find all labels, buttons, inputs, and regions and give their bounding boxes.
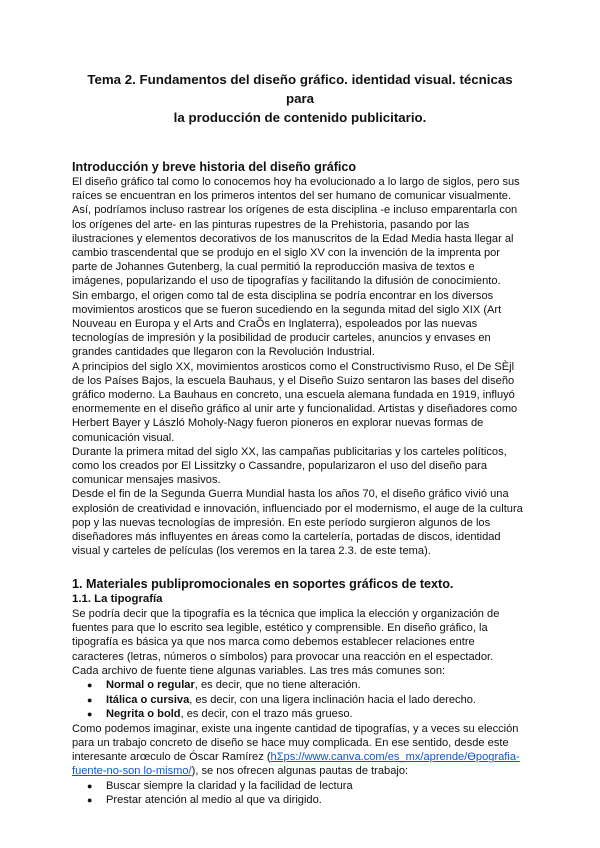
title-line-1: Tema 2. Fundamentos del diseño gráfico. identidad visual. técnicas para (87, 72, 513, 106)
intro-heading: Introducción y breve historia del diseño gráfico (72, 160, 357, 174)
spacer (72, 558, 528, 572)
variant-name: Itálica o cursiva (106, 693, 190, 706)
list-item (106, 678, 528, 693)
font-variants-list (72, 678, 528, 722)
intro-paragraph-5: Desde el fin de la Segunda Guerra Mundial hasta los años 70, el diseño gráfico vivió una explosión de creatividad e innovación, influenciado por el modernismo, el auge de la cultura pop y las nuevas tecnologías de impresión. En este período surgieron algunos de los diseñadores más influyentes en áreas como la cartelería, portadas de discos, identidad visual y carteles de películas (los veremos en la tarea 2.3. de este tema). (72, 488, 523, 558)
paragraph-text: Como podemos imaginar, existe una ingente cantidad de tipografías, y a veces su elección para un trabajo concreto de diseño se hace muy complicada. En ese sentido, desde este interesante arœculo de Óscar Ramírez ( (72, 722, 519, 764)
list-item: ● Buscar siempre la claridad y la facilidad de lectura (106, 779, 528, 794)
intro-paragraph-2: Sin embargo, el origen como tal de esta disciplina se podría encontrar en los diversos movimientos arosticos que se fueron sucediendo en la segunda mitad del siglo XIX (Art Nouveau en Europa y el Arts and CraÕs en Inglaterra), espoleados por las nuevas tecnologías de impresión y la posibilidad de producir carteles, anuncios y envases en grandes cantidades que llegaron con la Revolución Industrial. (72, 289, 502, 359)
list-item: ● Prestar atención al medio al que va dirigido. (106, 793, 528, 808)
paragraph-text: ), se nos ofrecen algunas pautas de trabajo: (191, 765, 409, 778)
work-tips-list (72, 779, 528, 808)
intro-paragraph-1: El diseño gráfico tal como lo conocemos hoy ha evolucionado a lo largo de siglos, pero sus raíces se encuentran en los primeros intentos del ser humano de comunicar visualmente. Así, podríamos incluso rastrear los orígenes de esta disciplina -e incluso emparentarla con los orígenes del arte- en las pinturas rupestres de la Prehistoria, pasando por las ilustraciones y elementos decorativos de los manuscritos de la Edad Media hasta llegar al cambio trascendental que se produjo en el siglo XV con la invención de la imprenta por parte de Johannes Gutenberg, la cual permitió la reproducción masiva de textos e imágenes, popularizando el uso de tipografías y facilitando la difusión de conocimiento. (72, 176, 520, 288)
canva-article-link[interactable]: hΣps://www.canva.com/es_mx/aprende/Ɵpografia-fuente-no-son lo-mismo/ (72, 751, 520, 778)
variant-description: , es decir, que no tiene alteración. (194, 679, 361, 692)
typography-paragraph-3 (72, 722, 528, 779)
section-1-heading: 1. Materiales publipromocionales en soportes gráficos de texto. (72, 577, 454, 592)
typography-paragraph-1: Se podría decir que la tipografía es la técnica que implica la elección y organización de fuentes para que lo escrito sea legible, estético y comprensible. En diseño gráfico, la tipografía es básica ya que nos marca como debemos establecer relaciones entre caracteres (letras, números o símbolos) para provocar una reacción en el espectador. (72, 608, 500, 663)
intro-paragraph-3: A principios del siglo XX, movimientos arosticos como el Constructivismo Ruso, el De SÈjl de los Países Bajos, la escuela Bauhaus, y el Diseño Suizo sentaron las bases del diseño gráfico moderno. La Bauhaus en concreto, una escuela alemana fundada en 1919, influyó enormemente en el diseño gráfico al unir arte y funcionalidad. Artistas y diseñadores como Herbert Bayer y László Moholy-Nagy fueron pioneros en explorar nuevas formas de comunicación visual. (72, 360, 518, 444)
document-title (72, 70, 528, 127)
intro-paragraph-4: Durante la primera mitad del siglo XX, las campañas publicitarias y los carteles políticos, como los creados por El Lissitzky o Cassandre, popularizaron el uso del diseño para comunicar mensajes masivos. (72, 445, 507, 487)
list-item (106, 707, 528, 722)
variant-description: , es decir, con el trazo más grueso. (180, 708, 353, 721)
typography-paragraph-2: Cada archivo de fuente tiene algunas variables. Las tres más comunes son: (72, 664, 446, 677)
list-item (106, 693, 528, 708)
variant-name: Normal o regular (106, 679, 195, 692)
section-1-1-heading: 1.1. La tipografía (72, 593, 163, 606)
variant-name: Negrita o bold (106, 708, 181, 721)
variant-description: , es decir, con una ligera inclinación hacia el lado derecho. (189, 693, 477, 706)
title-line-2: la producción de contenido publicitario. (173, 110, 427, 125)
